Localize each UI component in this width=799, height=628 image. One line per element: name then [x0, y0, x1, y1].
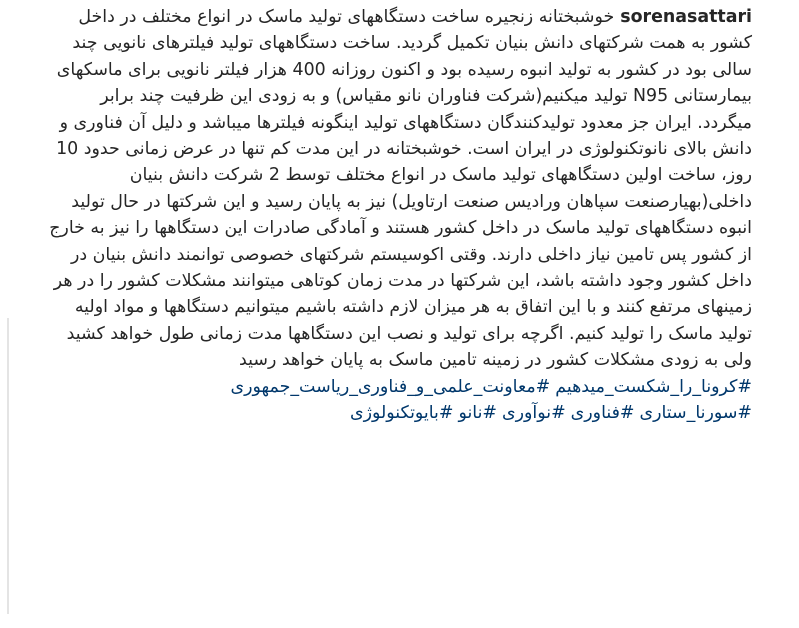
hashtags — [40, 374, 752, 427]
hashtag-link[interactable]: #معاونت_علمی_و_فناوری_ریاست_جمهوری — [230, 376, 551, 397]
hashtag-link[interactable]: #سورنا_ستاری — [639, 403, 752, 424]
caption-text: خوشبختانه زنجیره ساخت دستگاههای تولید ماسک در انواع مختلف در داخل کشور به همت شرکتهای دانش بنیان تکمیل گردید. ساخت دستگاههای تولید فیلترهای نانویی چند سالی بود در کشور به تولید انبوه رسیده بود و اکنون روزانه 400 هزار فیلتر نانویی برای ماسکهای بیمارستانی N95 تولید میکنیم(شرکت فناوران نانو مقیاس) و به زودی این ظرفیت چند برابر میگردد. ایران جز معدود تولیدکنندگان دستگاههای تولید اینگونه فیلترها میباشد و دلیل آن فناوری و دانش بالای نانوتکنولوژی در ایران است. خوشبختانه در این مدت کم تنها در عرض زمانی حدود 10 روز، ساخت اولین دستگاههای تولید ماسک در انواع مختلف توسط 2 شرکت دانش بنیان داخلی(بهیارصنعت سپاهان وراديس صنعت ارتاويل) نیز به پایان رسید و این شرکتها در حال تولید انبوه دستگاههای تولید ماسک در داخل کشور هستند و آمادگی صادرات این دستگاهها را نیز به خارج از کشور پس تامین نیاز داخلی دارند. وقتی اکوسیستم شرکتهای خصوصی توانمند دانش بنیان در داخل کشور وجود داشته باشد، این شرکتها در مدت زمان کوتاهی میتوانند مشکلات کشور را در هر زمینهای مرتفع کنند و با این اتفاق به هر میزان لازم داشته باشیم میتوانیم دستگاهها و مواد اولیه تولید ماسک را تولید کنیم. اگرچه برای تولید و نصب این دستگاهها مدت زمانی طول خواهد کشید ولی به زودی مشکلات کشور در زمینه تامین ماسک به پایان خواهد رسید — [49, 7, 752, 371]
hashtag-link[interactable]: #نوآوری — [502, 403, 566, 424]
left-rail — [0, 0, 14, 628]
post-caption-container — [40, 4, 752, 427]
hashtag-link[interactable]: #بایوتکنولوژی — [349, 403, 454, 424]
username-link[interactable]: sorenasattari — [620, 7, 752, 27]
hashtag-line — [40, 400, 752, 426]
hashtag-link[interactable]: #کرونا_را_شکست_میدهیم — [555, 376, 752, 397]
hashtag-link[interactable]: #نانو — [458, 403, 498, 424]
rail-divider — [7, 318, 9, 614]
hashtag-line — [40, 374, 752, 400]
hashtag-link[interactable]: #فناوری — [570, 403, 635, 424]
caption — [40, 4, 752, 374]
